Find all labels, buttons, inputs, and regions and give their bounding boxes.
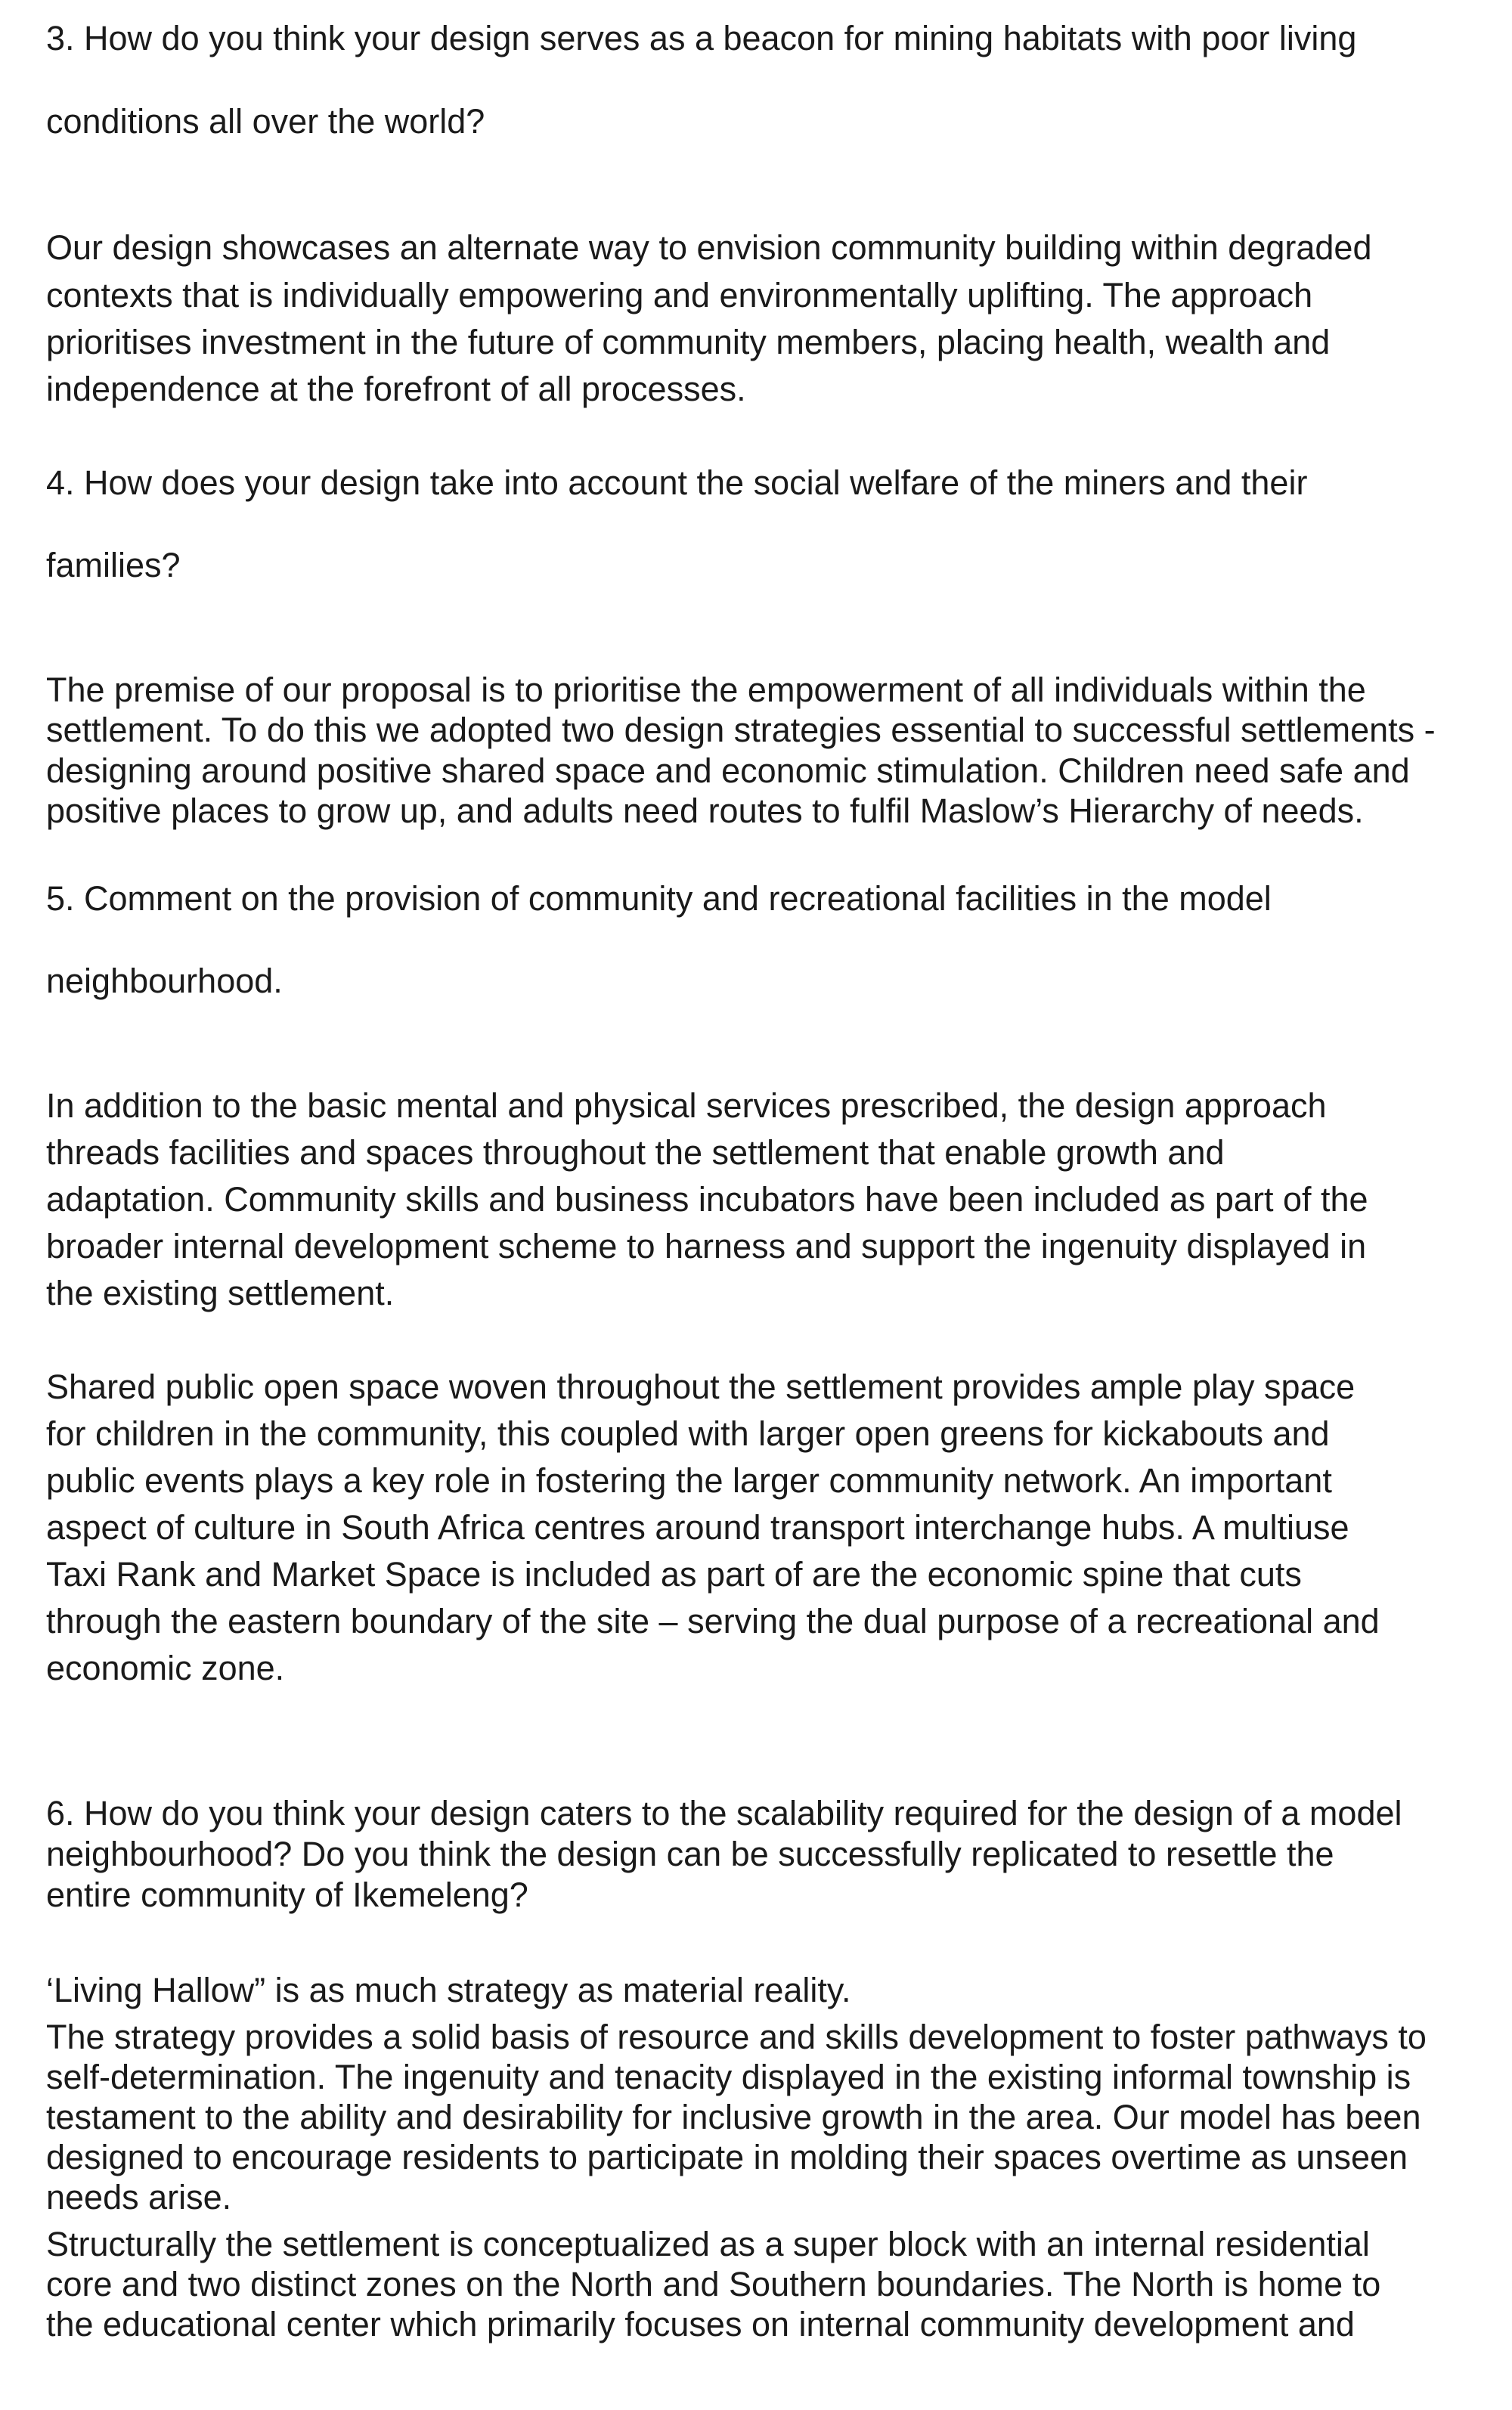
answer-5a-line-4: broader internal development scheme to harness and support the ingenuity displayed in [46, 1227, 1367, 1265]
answer-5a-line-3: adaptation. Community skills and business incubators have been included as part of the [46, 1180, 1368, 1219]
answer-5b-line-6: through the eastern boundary of the site – serving the dual purpose of a recreational and [46, 1602, 1380, 1640]
answer-6a-line-4: designed to encourage residents to participate in molding their spaces overtime as unseen [46, 2138, 1408, 2176]
question-6-line-1: 6. How do you think your design caters to the scalability required for the design of a model [46, 1794, 1402, 1832]
answer-6b-line-2: core and two distinct zones on the North and Southern boundaries. The North is home to [46, 2265, 1381, 2303]
answer-6b-line-1: Structurally the settlement is conceptualized as a super block with an internal residential [46, 2225, 1370, 2263]
answer-5a-line-1: In addition to the basic mental and physical services prescribed, the design approach [46, 1086, 1327, 1125]
answer-3-line-4: independence at the forefront of all processes. [46, 370, 746, 408]
answer-5b-line-1: Shared public open space woven throughout the settlement provides ample play space [46, 1368, 1356, 1406]
answer-6-intro: ‘Living Hallow” is as much strategy as material reality. [46, 1971, 851, 2009]
question-6-line-3: entire community of Ikemeleng? [46, 1876, 528, 1914]
answer-3-line-2: contexts that is individually empowering and environmentally uplifting. The approach [46, 276, 1313, 314]
question-4-line-1: 4. How does your design take into account the social welfare of the miners and their [46, 463, 1308, 502]
answer-6a-line-2: self-determination. The ingenuity and tenacity displayed in the existing informal township is [46, 2058, 1411, 2096]
question-3-line-2: conditions all over the world? [46, 102, 485, 141]
answer-5a-line-2: threads facilities and spaces throughout the settlement that enable growth and [46, 1133, 1225, 1172]
question-5-line-2: neighbourhood. [46, 962, 283, 1000]
answer-4-line-3: designing around positive shared space and economic stimulation. Children need safe and [46, 751, 1410, 790]
answer-6a-line-5: needs arise. [46, 2178, 232, 2216]
answer-6b-line-3: the educational center which primarily focuses on internal community development and [46, 2305, 1355, 2343]
answer-5b-line-3: public events plays a key role in fostering the larger community network. An important [46, 1461, 1332, 1500]
answer-5a-line-5: the existing settlement. [46, 1274, 395, 1312]
answer-4-line-1: The premise of our proposal is to prioritise the empowerment of all individuals within the [46, 671, 1366, 709]
answer-4-line-2: settlement. To do this we adopted two design strategies essential to successful settlements - [46, 711, 1436, 749]
answer-5b-line-7: economic zone. [46, 1649, 285, 1687]
answer-3-line-1: Our design showcases an alternate way to envision community building within degraded [46, 228, 1372, 267]
question-5-line-1: 5. Comment on the provision of community and recreational facilities in the model [46, 879, 1272, 918]
answer-6a-line-3: testament to the ability and desirability for inclusive growth in the area. Our model has been [46, 2098, 1421, 2136]
question-6-line-2: neighbourhood? Do you think the design can be successfully replicated to resettle the [46, 1835, 1334, 1873]
answer-5b-line-5: Taxi Rank and Market Space is included as part of are the economic spine that cuts [46, 1555, 1302, 1594]
answer-4-line-4: positive places to grow up, and adults need routes to fulfil Maslow’s Hierarchy of needs. [46, 791, 1364, 830]
question-4-line-2: families? [46, 546, 181, 584]
answer-5b-line-2: for children in the community, this coupled with larger open greens for kickabouts and [46, 1414, 1330, 1453]
answer-3-line-3: prioritises investment in the future of community members, placing health, wealth and [46, 323, 1331, 361]
question-3-line-1: 3. How do you think your design serves as a beacon for mining habitats with poor living [46, 19, 1357, 57]
answer-5b-line-4: aspect of culture in South Africa centres around transport interchange hubs. A multiuse [46, 1508, 1349, 1547]
answer-6a-line-1: The strategy provides a solid basis of resource and skills development to foster pathways to [46, 2018, 1427, 2056]
